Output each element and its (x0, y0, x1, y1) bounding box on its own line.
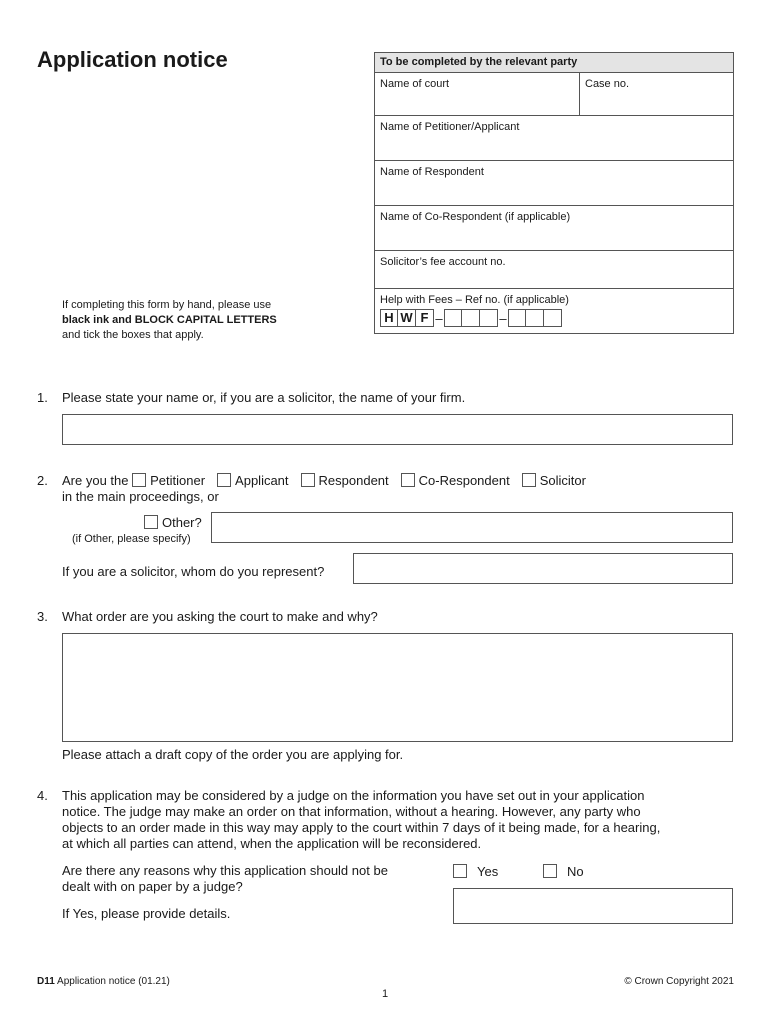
hwf-digit-box[interactable] (544, 309, 562, 327)
form-code-id: D11 (37, 976, 55, 987)
q4-number: 4. (37, 788, 48, 803)
hwf-letter-w: W (398, 309, 416, 327)
q4-line: objects to an order made in this way may apply to the court within 7 days of it being made, for a hearing, (62, 820, 661, 835)
court-box-header: To be completed by the relevant party (375, 53, 733, 73)
option-petitioner[interactable]: Petitioner (132, 473, 205, 488)
form-code-name: Application notice (01.21) (57, 976, 170, 987)
name-of-court-field[interactable] (375, 73, 580, 115)
help-with-fees-field (375, 289, 733, 332)
q1-number: 1. (37, 390, 48, 405)
q4-question (62, 863, 388, 895)
page-number: 1 (381, 988, 389, 1000)
other-hint: (if Other, please specify) (72, 533, 191, 545)
hwf-dash: – (435, 310, 443, 326)
hand-note-line-3: and tick the boxes that apply. (62, 329, 204, 341)
co-respondent-field[interactable] (375, 206, 733, 251)
q4-line: This application may be considered by a judge on the information you have set out in your application (62, 788, 645, 803)
petitioner-field[interactable] (375, 116, 733, 161)
order-reason-textarea[interactable] (62, 633, 733, 742)
applicant-name-input[interactable] (62, 414, 733, 445)
court-row-court-case (375, 73, 733, 116)
court-details-box (374, 52, 734, 334)
petitioner-label: Name of Petitioner/Applicant (380, 121, 520, 133)
q2-line-2: in the main proceedings, or (62, 489, 219, 504)
q1-text: Please state your name or, if you are a solicitor, the name of your firm. (62, 390, 466, 405)
hwf-letter-h: H (380, 309, 398, 327)
option-respondent[interactable]: Respondent (301, 473, 389, 488)
hwf-digit-box[interactable] (444, 309, 462, 327)
solicitor-represent-label: If you are a solicitor, whom do you represent? (62, 564, 325, 579)
q3-number: 3. (37, 609, 48, 624)
solicitor-represent-input[interactable] (353, 553, 733, 584)
page-title: Application notice (37, 47, 228, 72)
fee-account-label: Solicitor’s fee account no. (380, 256, 506, 268)
q2-number: 2. (37, 473, 48, 488)
option-no[interactable]: No (543, 864, 584, 879)
hwf-ref-boxes (380, 309, 728, 327)
q4-paragraph (62, 788, 732, 852)
case-no-label: Case no. (585, 78, 630, 90)
hand-note-line-1: If completing this form by hand, please use (62, 299, 272, 311)
q2-role-options (62, 473, 598, 488)
petitioner-checkbox[interactable] (132, 473, 146, 487)
hwf-digit-box[interactable] (480, 309, 498, 327)
option-yes[interactable]: Yes (453, 864, 498, 879)
respondent-field[interactable] (375, 161, 733, 206)
case-no-field[interactable] (580, 73, 733, 115)
hwf-digit-box[interactable] (462, 309, 480, 327)
co-respondent-label: Name of Co-Respondent (if applicable) (380, 211, 571, 223)
q4-line: notice. The judge may make an order on that information, without a hearing. However, any party who (62, 804, 641, 819)
solicitor-checkbox[interactable] (522, 473, 536, 487)
q3-draft-note: Please attach a draft copy of the order you are applying for. (62, 747, 404, 762)
applicant-checkbox[interactable] (217, 473, 231, 487)
other-specify-input[interactable] (211, 512, 733, 543)
form-code (37, 976, 170, 987)
respondent-checkbox[interactable] (301, 473, 315, 487)
q4-question-line-1: Are there any reasons why this application should not be (62, 863, 388, 878)
hand-completion-note (62, 298, 277, 343)
name-of-court-label: Name of court (380, 78, 450, 90)
option-co-respondent[interactable]: Co-Respondent (401, 473, 510, 488)
co-respondent-checkbox[interactable] (401, 473, 415, 487)
option-applicant[interactable]: Applicant (217, 473, 288, 488)
q4-line: at which all parties can attend, when the application will be reconsidered. (62, 836, 482, 851)
other-checkbox[interactable] (144, 515, 158, 529)
q4-question-line-2: dealt with on paper by a judge? (62, 879, 243, 894)
q4-details-label: If Yes, please provide details. (62, 906, 231, 921)
hwf-letter-f: F (416, 309, 434, 327)
respondent-label: Name of Respondent (380, 166, 484, 178)
q2-lead: Are you the (62, 473, 129, 488)
hwf-dash: – (499, 310, 507, 326)
hwf-digit-box[interactable] (526, 309, 544, 327)
q3-text: What order are you asking the court to make and why? (62, 609, 378, 624)
option-other[interactable]: Other? (144, 515, 202, 530)
yes-checkbox[interactable] (453, 864, 467, 878)
hwf-digit-box[interactable] (508, 309, 526, 327)
copyright: © Crown Copyright 2021 (624, 976, 734, 987)
reasons-details-input[interactable] (453, 888, 733, 924)
help-with-fees-label: Help with Fees – Ref no. (if applicable) (380, 294, 569, 306)
fee-account-field[interactable] (375, 251, 733, 289)
option-solicitor[interactable]: Solicitor (522, 473, 586, 488)
no-checkbox[interactable] (543, 864, 557, 878)
hand-note-line-2: black ink and BLOCK CAPITAL LETTERS (62, 314, 277, 326)
